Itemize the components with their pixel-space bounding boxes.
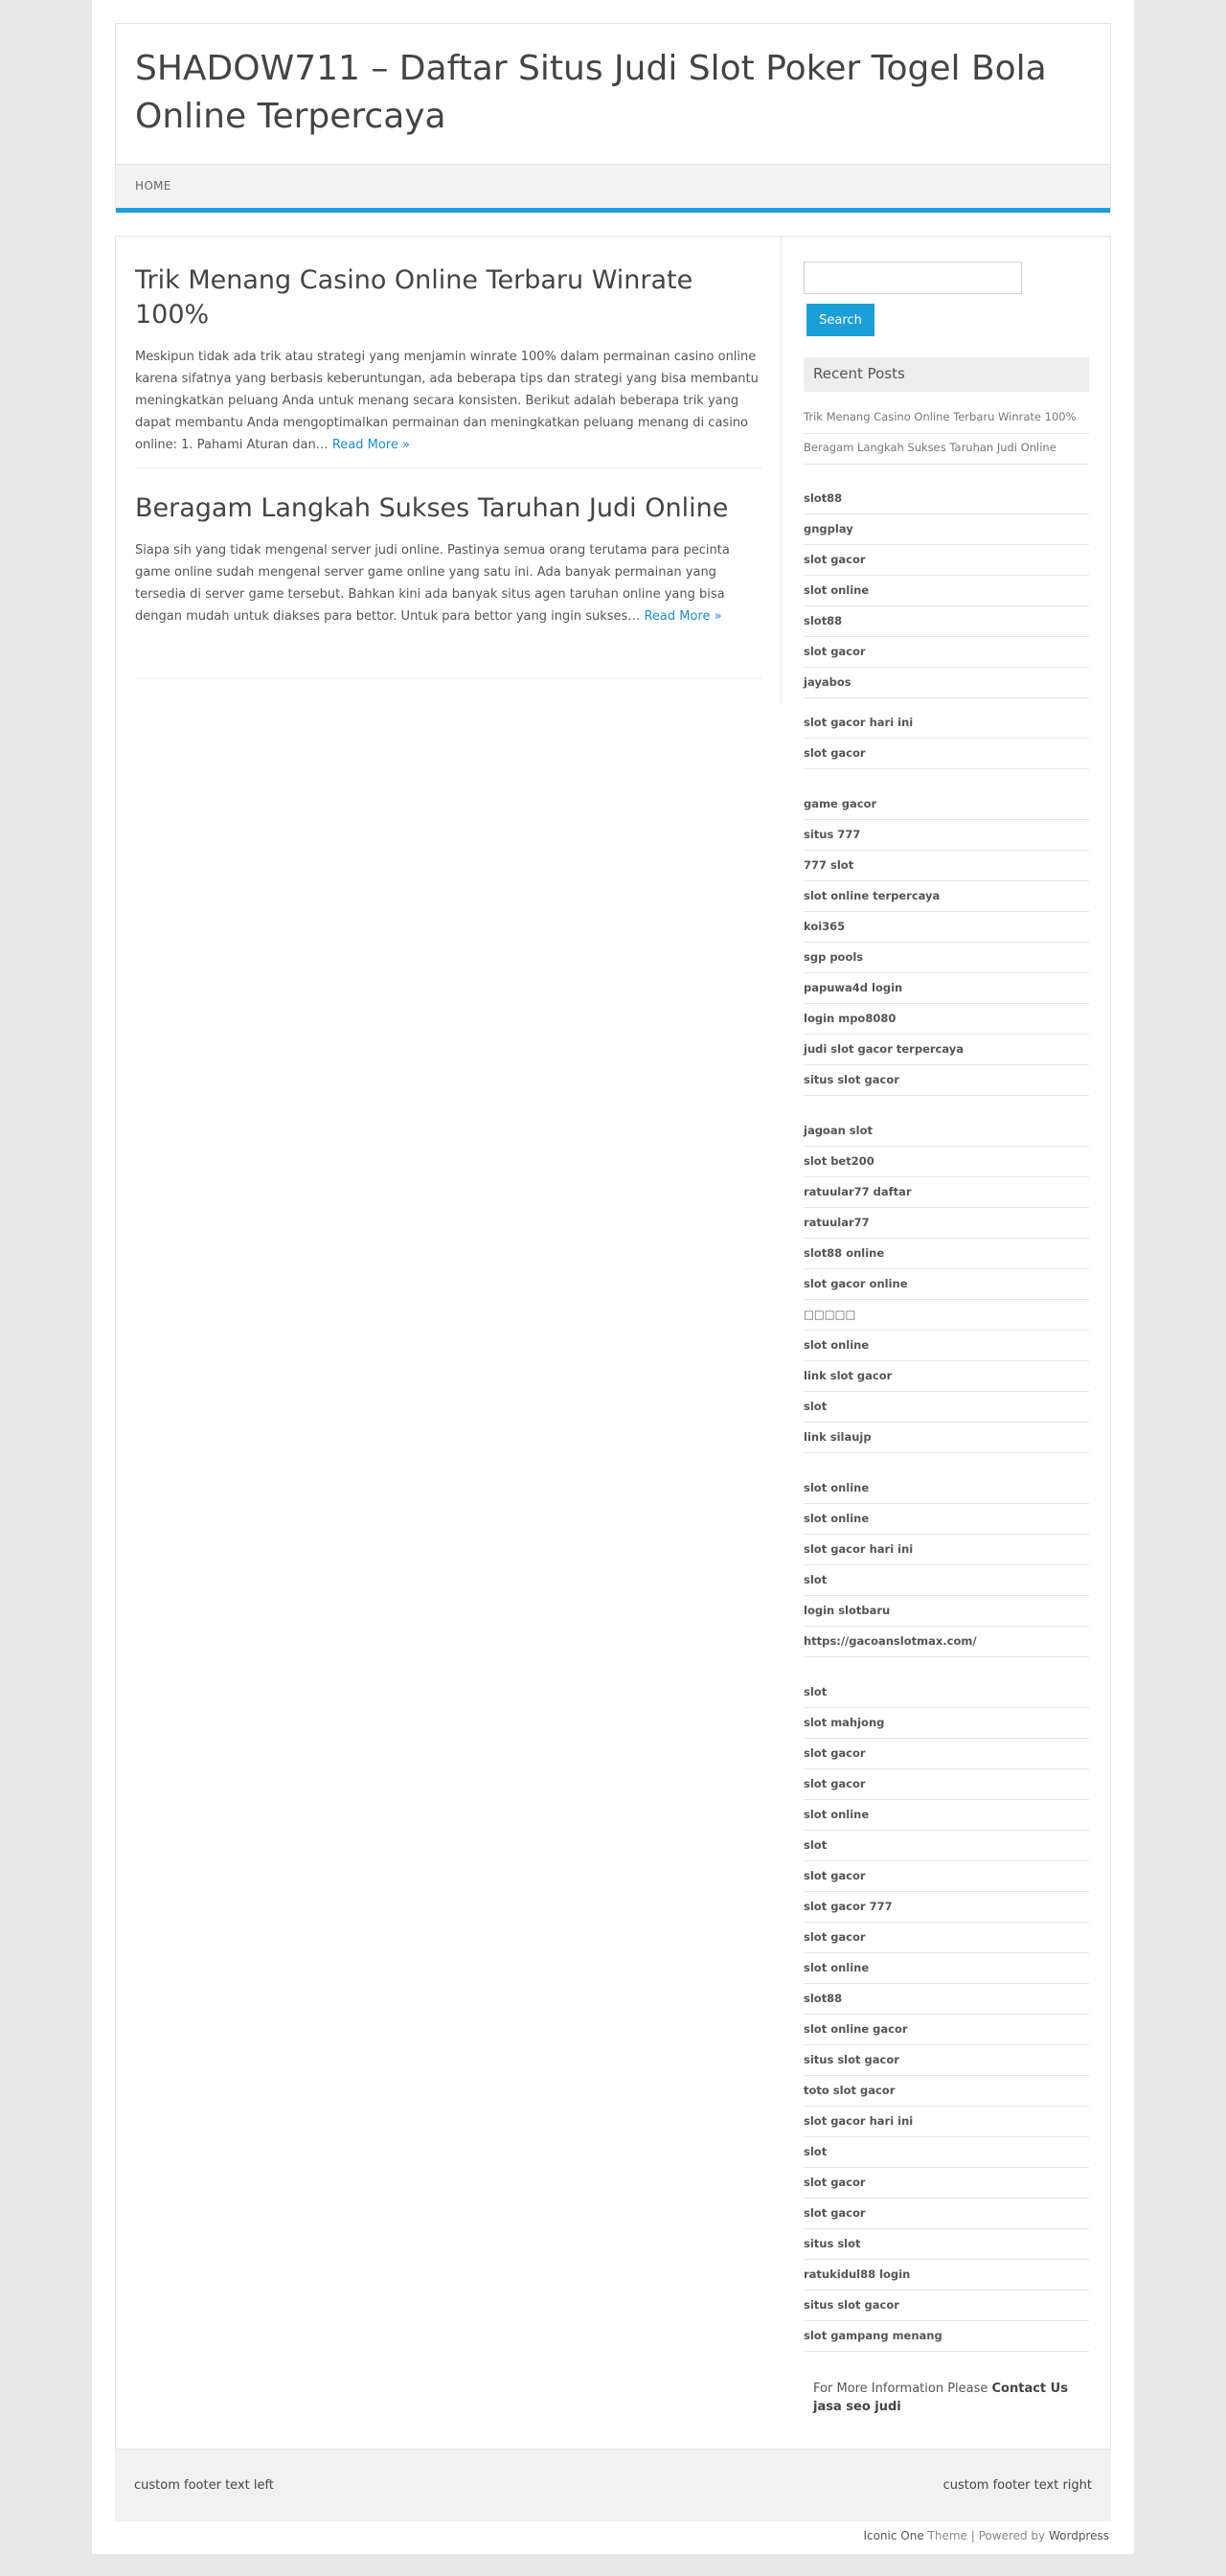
sidebar-link[interactable]: slot gacor [804,2168,1089,2199]
sidebar-link[interactable]: slot gacor [804,1861,1089,1892]
sidebar-link[interactable]: situs slot gacor [804,2291,1089,2321]
wordpress-link[interactable]: Wordpress [1048,2529,1109,2542]
sidebar-link[interactable]: judi slot gacor terpercaya [804,1035,1089,1065]
sidebar-link[interactable]: situs slot gacor [804,1065,1089,1096]
sidebar-link[interactable]: slot online [804,1331,1089,1361]
recent-posts-title: Recent Posts [804,357,1089,392]
theme-link[interactable]: Iconic One [863,2529,924,2542]
main-wrapper [115,236,1111,2449]
sidebar-link[interactable]: slot bet200 [804,1147,1089,1177]
sidebar-link[interactable]: ratukidul88 login [804,2260,1089,2291]
content-sidebar-divider [781,237,782,704]
more-info-prefix: For More Information Please [813,2382,992,2396]
post-article [135,491,761,627]
sidebar-link[interactable]: sgp pools [804,943,1089,973]
recent-post-link[interactable]: Beragam Langkah Sukses Taruhan Judi Online [804,434,1089,465]
sidebar-link[interactable]: slot online terpercaya [804,881,1089,912]
site-title[interactable]: SHADOW711 – Daftar Situs Judi Slot Poker Togel Bola Online Terpercaya [135,49,1047,136]
search-input[interactable] [804,262,1022,294]
sidebar-link[interactable]: slot [804,1392,1089,1423]
sidebar-link[interactable]: situs 777 [804,820,1089,851]
credits-text: Theme | Powered by [923,2529,1049,2542]
read-more-link[interactable]: Read More » [644,609,722,624]
sidebar-link[interactable]: slot gacor [804,1739,1089,1769]
sidebar-link[interactable]: slot gacor [804,739,1089,769]
footer-text-right: custom footer text right [942,2478,1092,2493]
post-separator [135,467,761,468]
sidebar-link[interactable]: slot online [804,576,1089,606]
sidebar-link[interactable]: slot online [804,1504,1089,1535]
sidebar-link[interactable]: slot gacor [804,2199,1089,2229]
post-excerpt [135,539,761,627]
sidebar-link[interactable]: slot88 online [804,1239,1089,1269]
sidebar-link[interactable]: slot [804,1565,1089,1596]
seo-link[interactable]: jasa seo judi [813,2400,901,2414]
sidebar-link[interactable]: slot88 [804,606,1089,637]
sidebar-link[interactable]: slot88 [804,1984,1089,2015]
sidebar-link[interactable]: slot gacor hari ini [804,1535,1089,1565]
sidebar-link[interactable]: https://gacoanslotmax.com/ [804,1627,1089,1657]
sidebar-link[interactable]: slot gacor 777 [804,1892,1089,1923]
sidebar-link[interactable]: slot online [804,1473,1089,1504]
sidebar-link[interactable]: slot [804,1677,1089,1708]
page [92,0,1134,2554]
sidebar-link[interactable]: link silaujp [804,1423,1089,1453]
sidebar-link[interactable]: □□□□□ [804,1300,1089,1331]
sidebar-link[interactable]: jayabos [804,668,1089,698]
sidebar-link[interactable]: koi365 [804,912,1089,943]
sidebar-link[interactable]: slot gampang menang [804,2321,1089,2352]
post-excerpt-text: Meskipun tidak ada trik atau strategi yang menjamin winrate 100% dalam permainan casino online karena sifatnya yang berbasis keberuntungan, ada beberapa tips dan strategi yang bisa membantu meningkatkan peluang Anda untuk menang secara konsisten. Berikut adalah beberapa trik yang dapat membantu Anda mengoptimalkan permainan dan meningkatkan peluang menang di casino online: 1. Pahami Aturan dan… [135,350,759,452]
recent-post-link[interactable]: Trik Menang Casino Online Terbaru Winrate 100% [804,403,1089,434]
read-more-link[interactable]: Read More » [331,438,410,452]
post-excerpt-text: Siapa sih yang tidak mengenal server judi online. Pastinya semua orang terutama para pecinta game online sudah mengenal server game online yang satu ini. Ada banyak permainan yang tersedia di server game tersebut. Bahkan kini ada banyak situs agen taruhan online yang bisa dengan mudah untuk diakses para bettor. Untuk para bettor yang ingin sukses… [135,543,730,624]
sidebar-link[interactable]: slot online [804,1800,1089,1831]
more-info-text [813,2380,1081,2416]
sidebar-link[interactable]: jagoan slot [804,1116,1089,1147]
sidebar-link[interactable]: login mpo8080 [804,1004,1089,1035]
sidebar-link[interactable]: papuwa4d login [804,973,1089,1004]
sidebar-link[interactable]: ratuular77 [804,1208,1089,1239]
sidebar-link[interactable]: slot gacor online [804,1269,1089,1300]
sidebar-link[interactable]: slot gacor hari ini [804,2107,1089,2137]
site-credits [863,2529,1109,2542]
footer-text-left: custom footer text left [134,2478,274,2493]
sidebar-link[interactable]: link slot gacor [804,1361,1089,1392]
post-title[interactable]: Trik Menang Casino Online Terbaru Winrate 100% [135,265,693,330]
site-header [115,23,1111,212]
nav-item-home[interactable]: HOME [135,179,171,193]
search-button[interactable]: Search [806,304,874,336]
sidebar-link[interactable]: ratuular77 daftar [804,1177,1089,1208]
contact-us-link[interactable]: Contact Us [991,2382,1068,2396]
sidebar-link[interactable]: slot gacor [804,637,1089,668]
sidebar-link[interactable]: slot mahjong [804,1708,1089,1739]
main-navigation [116,164,1110,208]
sidebar-link[interactable]: slot gacor [804,1769,1089,1800]
sidebar-link[interactable]: login slotbaru [804,1596,1089,1627]
sidebar-link[interactable]: gngplay [804,514,1089,545]
sidebar-link[interactable]: situs slot gacor [804,2045,1089,2076]
sidebar-link[interactable]: slot [804,1831,1089,1861]
post-separator [135,678,761,679]
sidebar-link[interactable]: game gacor [804,789,1089,820]
sidebar-link[interactable]: 777 slot [804,851,1089,881]
sidebar-link[interactable]: slot [804,2137,1089,2168]
sidebar-link[interactable]: slot gacor [804,545,1089,576]
sidebar-link[interactable]: slot88 [804,484,1089,514]
post-article [135,263,761,456]
nav-accent-bar [116,208,1110,213]
post-excerpt [135,346,761,456]
sidebar-link[interactable]: slot online gacor [804,2015,1089,2045]
post-title[interactable]: Beragam Langkah Sukses Taruhan Judi Online [135,493,729,523]
sidebar-link[interactable]: toto slot gacor [804,2076,1089,2107]
site-footer [115,2449,1111,2521]
sidebar-link[interactable]: situs slot [804,2229,1089,2260]
sidebar-link[interactable]: slot online [804,1953,1089,1984]
sidebar-link[interactable]: slot gacor hari ini [804,708,1089,739]
sidebar-link[interactable]: slot gacor [804,1923,1089,1953]
